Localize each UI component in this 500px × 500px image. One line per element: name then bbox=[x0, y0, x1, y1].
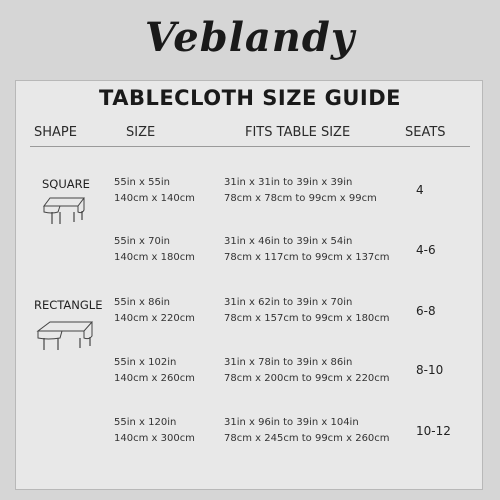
row-4-seats: 8-10 bbox=[416, 363, 444, 377]
row-5-size: 55in x 120in 140cm x 300cm bbox=[114, 417, 195, 444]
rectangle-table-icon bbox=[34, 318, 96, 354]
row-1-seats: 4 bbox=[416, 183, 424, 197]
row-5-seats: 10-12 bbox=[416, 424, 451, 438]
row-2-seats: 4-6 bbox=[416, 243, 436, 257]
header-shape: SHAPE bbox=[34, 125, 77, 140]
row-4-size: 55in x 102in 140cm x 260cm bbox=[114, 357, 195, 384]
row-1-size: 55in x 55in 140cm x 140cm bbox=[114, 177, 195, 204]
row-4-fits: 31in x 78in to 39in x 86in 78cm x 200cm to 99cm x 220cm bbox=[224, 357, 390, 384]
shape-label-rectangle: RECTANGLE bbox=[34, 298, 103, 312]
brand-logo: Veblandy bbox=[144, 14, 356, 61]
header-size: SIZE bbox=[126, 125, 156, 140]
square-table-icon bbox=[38, 194, 90, 228]
row-1-fits: 31in x 31in to 39in x 39in 78cm x 78cm to 99cm x 99cm bbox=[224, 177, 377, 204]
row-3-seats: 6-8 bbox=[416, 304, 436, 318]
shape-label-square: SQUARE bbox=[42, 177, 90, 191]
page-title: TABLECLOTH SIZE GUIDE bbox=[99, 86, 401, 110]
header-divider bbox=[30, 146, 470, 147]
row-5-fits: 31in x 96in to 39in x 104in 78cm x 245cm to 99cm x 260cm bbox=[224, 417, 390, 444]
row-2-fits: 31in x 46in to 39in x 54in 78cm x 117cm to 99cm x 137cm bbox=[224, 236, 390, 263]
header-seats: SEATS bbox=[405, 125, 446, 140]
row-2-size: 55in x 70in 140cm x 180cm bbox=[114, 236, 195, 263]
row-3-fits: 31in x 62in to 39in x 70in 78cm x 157cm to 99cm x 180cm bbox=[224, 297, 390, 324]
row-3-size: 55in x 86in 140cm x 220cm bbox=[114, 297, 195, 324]
header-fits: FITS TABLE SIZE bbox=[245, 125, 351, 140]
